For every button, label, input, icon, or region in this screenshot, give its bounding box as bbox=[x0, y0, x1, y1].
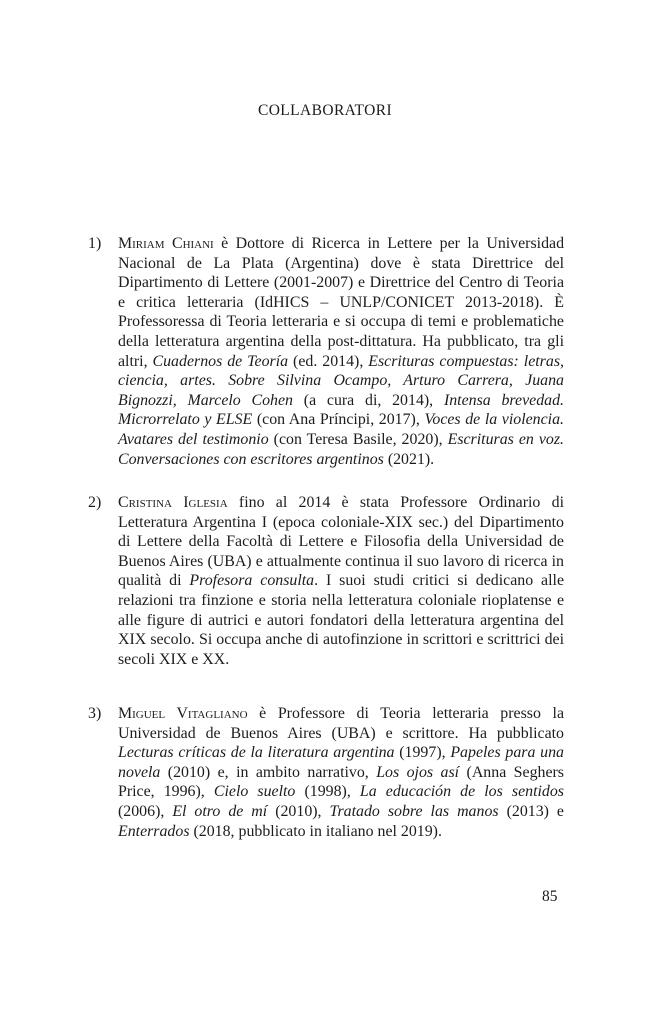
book-title: Escrituras compuestas: letras, ciencia, artes. Sobre Silvina Ocampo, Arturo Carrera, Juana Bignozzi, Marcelo Cohen bbox=[118, 352, 564, 409]
entry-number: 2) bbox=[88, 494, 102, 511]
book-title: Tratado sobre las manos bbox=[329, 802, 499, 820]
bio-text: (2021). bbox=[383, 450, 435, 468]
contributor-name: Miguel Vitagliano bbox=[118, 705, 248, 722]
book-title: Lecturas críticas de la literatura argentina bbox=[118, 744, 395, 762]
bio-text: è Professore di Teoria letteraria presso la Universidad de Buenos Aires (UBA) e scrittore. Ha pubblicato bbox=[118, 705, 564, 742]
bio-text: (2010), bbox=[267, 802, 330, 820]
bio-text: (2013) e bbox=[498, 802, 564, 820]
bio-text: è Dottore di Ricerca in Lettere per la Universidad Nacional de La Plata (Argentina) dove è stata Direttrice del Dipartimento di Lettere (2001-2007) e Direttrice del Centro di Teoria e critica letteraria (IdHICS – UNLP/CONICET 2013-2018). È Professoressa di Teoria letteraria e si occupa di temi e problematiche della letteratura argentina della post-dittatura. Ha pubblicato, tra gli altri, bbox=[118, 235, 565, 370]
contributor-name: Cristina Iglesia bbox=[118, 494, 228, 511]
book-title: La educación de los sentidos bbox=[359, 783, 564, 801]
entry-number: 3) bbox=[88, 705, 102, 722]
bio-text: (con Teresa Basile, 2020), bbox=[268, 430, 448, 448]
contributor-entry bbox=[88, 493, 564, 669]
bio-text: (con Ana Príncipi, 2017), bbox=[252, 411, 425, 429]
book-title: El otro de mí bbox=[172, 802, 268, 820]
page-number: 85 bbox=[542, 888, 558, 905]
bio-text: (ed. 2014), bbox=[288, 352, 369, 370]
contributor-name: Miriam Chiani bbox=[118, 235, 214, 252]
entry-text bbox=[88, 704, 564, 841]
bio-text: . I suoi studi critici si dedicano alle relazioni tra finzione e storia nella letteratura coloniale rioplatense e alle figure di autrici e autori fondatori della letteratura argentina del XIX secolo. Si occupa anche di autofinzione in scrittori e scrittrici dei secoli XIX e XX. bbox=[118, 572, 564, 668]
book-title: Papeles para una novela bbox=[118, 744, 564, 781]
book-title: Los ojos así bbox=[376, 763, 460, 781]
page-title: COLLABORATORI bbox=[257, 102, 393, 119]
bio-text: (2010) e, in ambito narrativo, bbox=[160, 763, 377, 781]
bio-text: (1998), bbox=[295, 783, 360, 801]
book-title: Cielo suelto bbox=[213, 783, 296, 801]
book-title: Voces de la violencia. Avatares del testimonio bbox=[118, 411, 564, 448]
book-title: Intensa brevedad. Microrrelato y ELSE bbox=[118, 391, 564, 429]
bio-text: (Anna Seghers Price, 1996), bbox=[118, 763, 564, 801]
book-title: Escrituras en voz. Conversaciones con escritores argentinos bbox=[118, 430, 564, 468]
entry-text bbox=[88, 493, 564, 669]
bio-text: (2006), bbox=[118, 802, 173, 820]
entry-text bbox=[88, 234, 564, 469]
entry-number: 1) bbox=[88, 235, 102, 252]
bio-text: (2018, pubblicato in italiano nel 2019). bbox=[189, 822, 442, 840]
bio-text: fino al 2014 è stata Professore Ordinario di Letteratura Argentina I (epoca coloniale-XIX sec.) del Dipartimento di Lettere della Facoltà di Lettere e Filosofia della Universidad de Buenos Aires (UBA) e attualmente continua il suo lavoro di ricerca in qualità di bbox=[118, 494, 564, 590]
book-title: Cuadernos de Teoría bbox=[152, 352, 289, 370]
book-title: Profesora consulta bbox=[189, 572, 315, 590]
book-title: Enterrados bbox=[118, 822, 190, 840]
bio-text: (a cura di, 2014), bbox=[293, 391, 444, 409]
contributor-entry bbox=[88, 704, 564, 841]
bio-text: (1997), bbox=[394, 744, 451, 762]
contributor-entry bbox=[88, 234, 564, 469]
